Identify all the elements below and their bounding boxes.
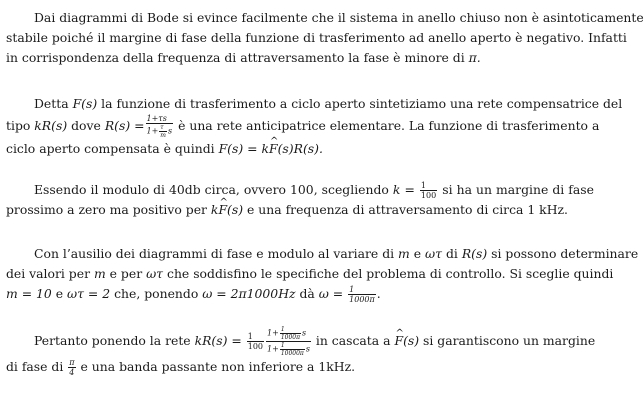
p2-line-1 <box>6 94 623 114</box>
p4-line-1 <box>6 244 639 264</box>
paragraph-2 <box>6 94 623 159</box>
p1-line-3-text: in corrispondenza della frequenza di attraversamento la fase è minore di <box>6 50 465 65</box>
math-part: (s) <box>227 202 244 217</box>
p4-text: e per <box>109 266 143 281</box>
p1-line-2: stabile poiché il margine di fase della funzione di trasferimento ad anello aperto è negativo. Infatti <box>6 30 627 45</box>
p2-text: ciclo aperto compensata è quindi <box>6 141 215 156</box>
math-k: k = <box>392 182 415 197</box>
p4-text: che soddisfino le specifiche del problema di controllo. Si sceglie quindi <box>167 266 614 281</box>
fraction-R <box>146 114 174 139</box>
inner-numerator: τ <box>159 124 167 132</box>
p2-text: dove <box>71 118 101 133</box>
math-F-of-s: F(s) <box>72 96 98 111</box>
math-omega-tau: ωτ <box>146 266 164 281</box>
fraction-denominator: 1000π <box>349 295 375 304</box>
math-kF-hat <box>211 202 243 217</box>
inner-denominator: 10000π <box>280 350 304 357</box>
paragraph-4 <box>6 244 639 304</box>
math-part: (s) <box>403 333 420 348</box>
p3-text: si ha un margine di fase <box>442 182 594 197</box>
p5-text: si garantiscono un margine <box>423 333 596 348</box>
paragraph-3 <box>6 180 594 220</box>
math-m: m <box>93 266 106 281</box>
fraction-1-100 <box>247 332 264 351</box>
den-part: 1+ <box>267 344 279 354</box>
p2-text: tipo <box>6 118 31 133</box>
math-part: F(s) = k <box>218 141 269 156</box>
math-m: m <box>398 246 410 261</box>
p2-line-2 <box>6 114 600 139</box>
p3-line-1 <box>6 180 594 200</box>
fraction-pi-4 <box>68 358 75 377</box>
p4-line-2 <box>6 264 614 284</box>
math-omega-equals: ω = <box>318 286 344 301</box>
math-F-hat-of-s <box>394 333 419 348</box>
p4-text: che, ponendo <box>114 286 199 301</box>
p3-line-2 <box>6 200 594 220</box>
p2-text: è una rete anticipatrice elementare. La funzione di trasferimento a <box>178 118 600 133</box>
num-part: 1+ <box>267 328 279 338</box>
p5-text: e una banda passante non inferiore a 1kHz. <box>80 359 356 374</box>
p2-line-3 <box>6 139 594 159</box>
inner-fraction <box>280 326 301 341</box>
inner-denominator: 1000π <box>280 334 301 341</box>
p4-text: dà <box>299 286 315 301</box>
p4-line-3 <box>6 284 594 304</box>
fraction-denominator: 4 <box>69 368 75 377</box>
math-compensated <box>219 141 323 156</box>
fraction-numerator: 1 <box>348 285 376 295</box>
paragraph-5 <box>6 326 594 377</box>
p4-text: . <box>376 286 381 301</box>
math-R-of-s: R(s) = <box>104 118 145 133</box>
fraction-numerator: 1 <box>247 332 264 342</box>
inner-fraction <box>280 342 305 357</box>
p4-text: Con l’ausilio dei diagrammi di fase e modulo al variare di <box>34 246 395 261</box>
fraction-denominator <box>266 342 311 357</box>
math-part: (s)R(s). <box>277 141 323 156</box>
p4-text: e <box>55 286 64 301</box>
math-omega-tau: ωτ <box>425 246 443 261</box>
p3-text: Essendo il modulo di 40db circa, ovvero 100, scegliendo <box>34 182 389 197</box>
p4-text: dei valori per <box>6 266 90 281</box>
p1-line-3 <box>6 48 594 68</box>
math-F-hat: ^ F <box>269 139 278 159</box>
p2-text: la funzione di trasferimento a ciclo aperto sintetiziamo una rete compensatrice del <box>101 96 623 111</box>
p4-text: si possono determinare <box>491 246 639 261</box>
inner-numerator: 1 <box>280 342 305 350</box>
math-part: k <box>210 202 219 217</box>
inner-fraction <box>159 124 167 139</box>
p3-text: prossimo a zero ma positivo per <box>6 202 207 217</box>
fraction-numerator: 1 <box>420 181 437 191</box>
fraction-denominator: 100 <box>247 342 264 351</box>
p1-line-1: Dai diagrammi di Bode si evince facilmente che il sistema in anello chiuso non è asintoticamente <box>34 10 644 25</box>
p5-text: di fase di <box>6 359 64 374</box>
math-F-hat: ^ F <box>218 200 227 220</box>
fraction-numerator: π <box>69 358 75 367</box>
p3-text: e una frequenza di attraversamento di circa 1 kHz. <box>247 202 568 217</box>
num-part: s <box>302 328 307 338</box>
math-omega-tau-equals: ωτ = 2 <box>67 286 111 301</box>
pi-symbol: π. <box>468 50 481 65</box>
p4-text: di <box>445 246 458 261</box>
p5-text: Pertanto ponendo la rete <box>34 333 191 348</box>
fraction-omega <box>348 285 376 304</box>
inner-denominator: m <box>160 132 166 139</box>
math-kR-of-s: kR(s) = <box>194 333 242 348</box>
paragraph-1 <box>6 8 644 68</box>
fraction-network <box>266 326 311 357</box>
den-part: s <box>305 344 310 354</box>
inner-numerator: 1 <box>280 326 301 334</box>
fraction-denominator: 100 <box>420 191 437 200</box>
den-part: 1+ <box>146 126 159 136</box>
math-F-hat: ^ F <box>394 328 403 354</box>
den-part: s <box>168 126 173 136</box>
fraction-k <box>420 181 437 200</box>
math-R-of-s: R(s) <box>461 246 488 261</box>
p5-line-1 <box>6 326 594 357</box>
math-kR-of-s: kR(s) <box>34 118 68 133</box>
fraction-denominator <box>146 124 174 139</box>
p5-text: in cascata a <box>315 333 391 348</box>
math-m-equals: m = 10 <box>6 286 52 301</box>
p2-text: Detta <box>34 96 69 111</box>
fraction-numerator <box>266 326 311 342</box>
math-omega-freq: ω = 2π1000Hz <box>202 286 296 301</box>
p4-text: e <box>413 246 422 261</box>
fraction-numerator: 1+τs <box>146 114 174 124</box>
p5-line-2 <box>6 357 594 377</box>
